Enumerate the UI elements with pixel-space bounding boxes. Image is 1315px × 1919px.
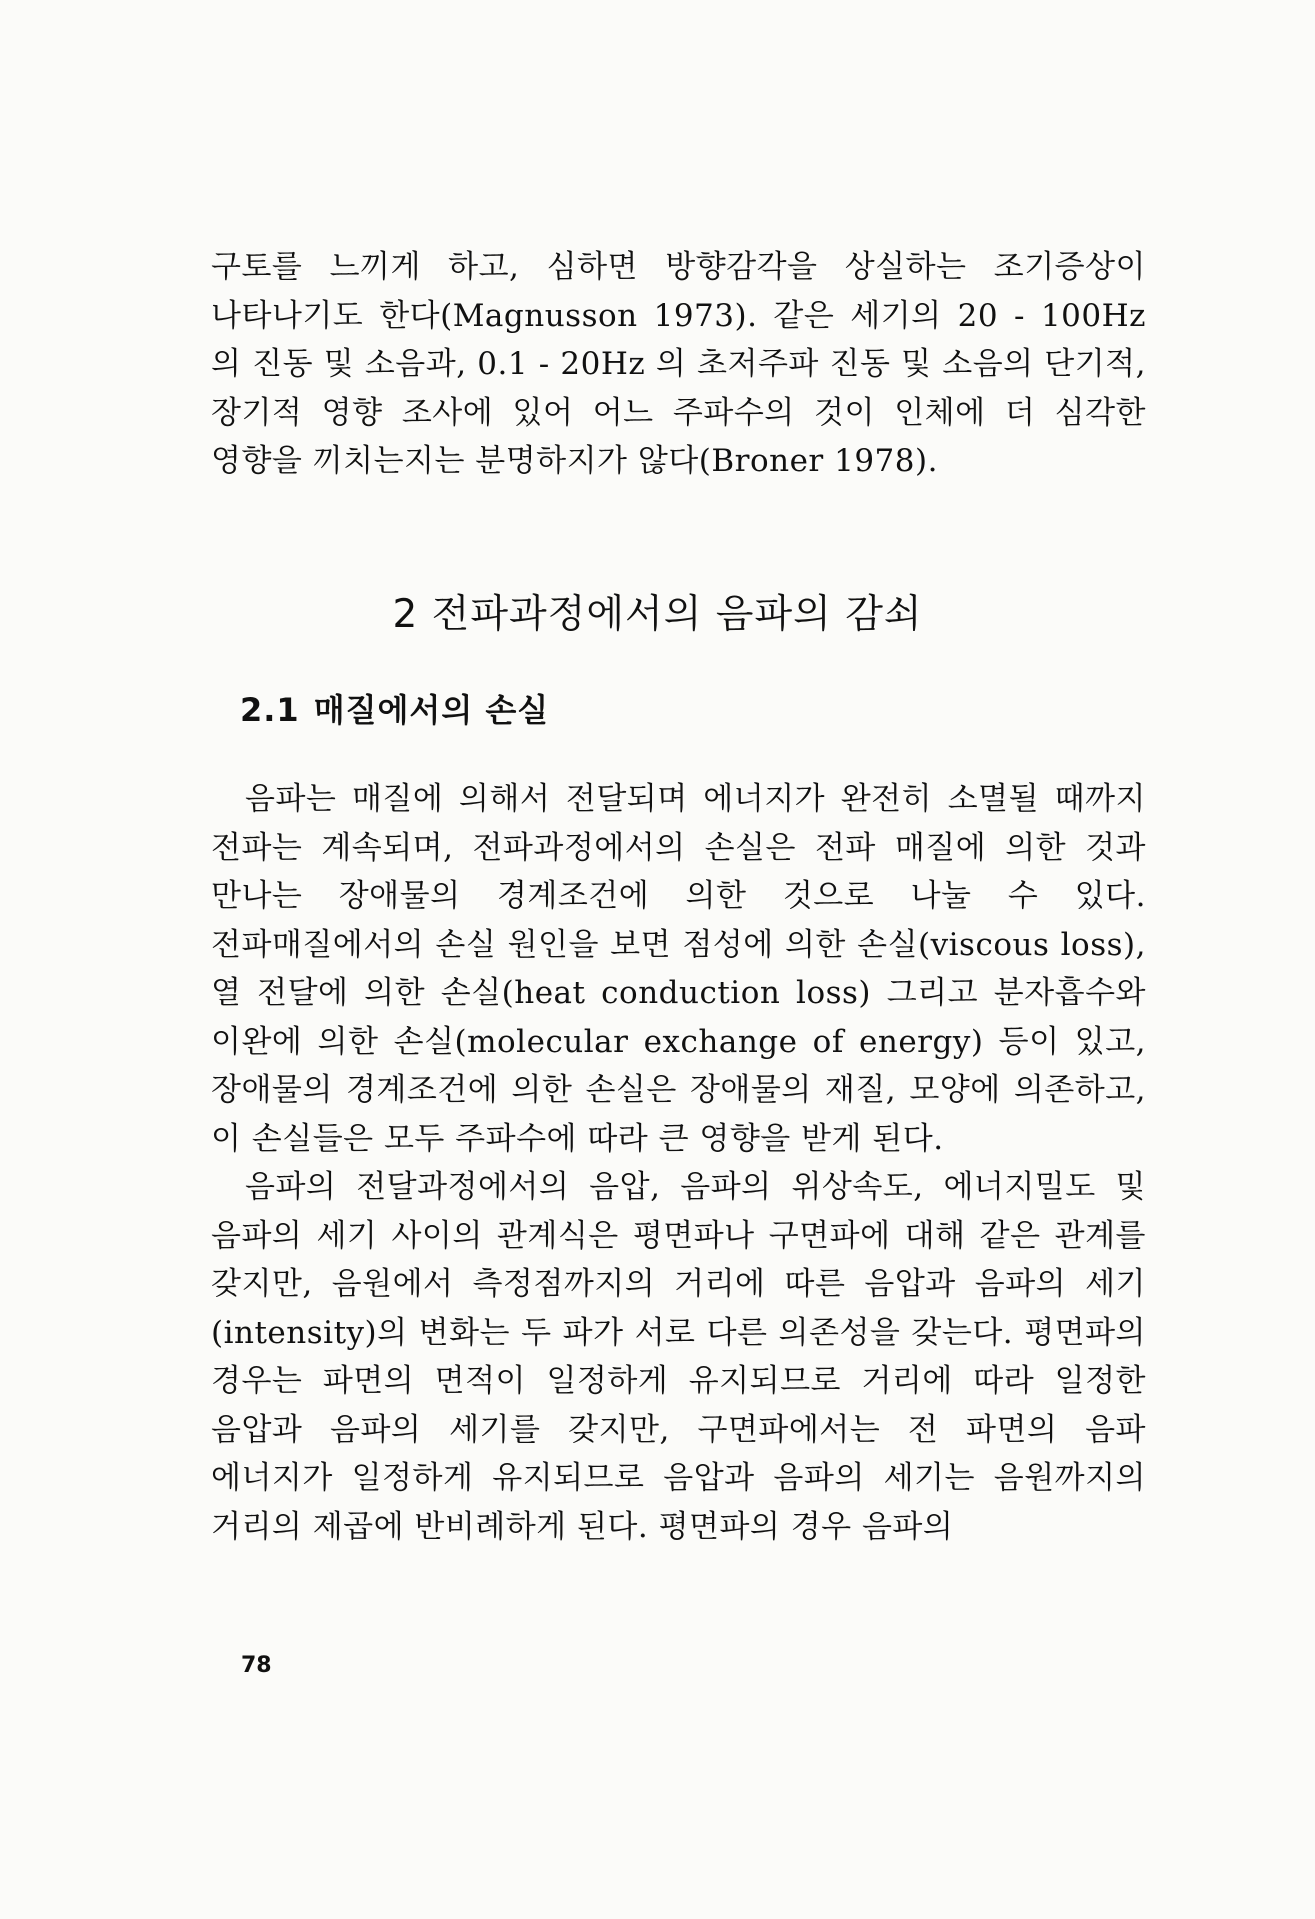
page-number: 78 <box>241 1653 272 1678</box>
section-heading <box>240 685 549 731</box>
chapter-title: 2 전파과정에서의 음파의 감쇠 <box>392 592 923 637</box>
paragraph-wave-intensity: 음파의 전달과정에서의 음압, 음파의 위상속도, 에너지밀도 및 음파의 세기 사이의 관계식은 평면파나 구면파에 대해 같은 관계를 갖지만, 음원에서 측정점까지의 거리에 따른 음압과 음파의 세기(intensity)의 변화는 두 파가 서로 다른 의존성을 갖는다. 평면파의 경우는 파면의 면적이 일정하게 유지되므로 거리에 따라 일정한 음압과 음파의 세기를 갖지만, 구면파에서는 전 파면의 음파 에너지가 일정하게 유지되므로 음압과 음파의 세기는 음원까지의 거리의 제곱에 반비례하게 된다. 평면파의 경우 음파의 <box>211 1169 1146 1545</box>
section-number: 2.1 <box>240 691 300 729</box>
paragraph-intro-continuation: 구토를 느끼게 하고, 심하면 방향감각을 상실하는 조기증상이 나타나기도 한다(Magnusson 1973). 같은 세기의 20 - 100Hz 의 진동 및 소음과, 0.1 - 20Hz 의 초저주파 진동 및 소음의 단기적, 장기적 영향 조사에 있어 어느 주파수의 것이 인체에 더 심각한 영향을 끼치는지는 분명하지가 않다(Broner 1978). <box>211 249 1146 479</box>
section-title: 매질에서의 손실 <box>313 691 550 729</box>
paragraph-medium-loss: 음파는 매질에 의해서 전달되며 에너지가 완전히 소멸될 때까지 전파는 계속되며, 전파과정에서의 손실은 전파 매질에 의한 것과 만나는 장애물의 경계조건에 의한 것으로 나눌 수 있다. 전파매질에서의 손실 원인을 보면 점성에 의한 손실(viscous loss), 열 전달에 의한 손실(heat conduction loss) 그리고 분자흡수와 이완에 의한 손실(molecular exchange of energy) 등이 있고, 장애물의 경계조건에 의한 손실은 장애물의 재질, 모양에 의존하고, 이 손실들은 모두 주파수에 따라 큰 영향을 받게 된다. <box>211 781 1146 1157</box>
